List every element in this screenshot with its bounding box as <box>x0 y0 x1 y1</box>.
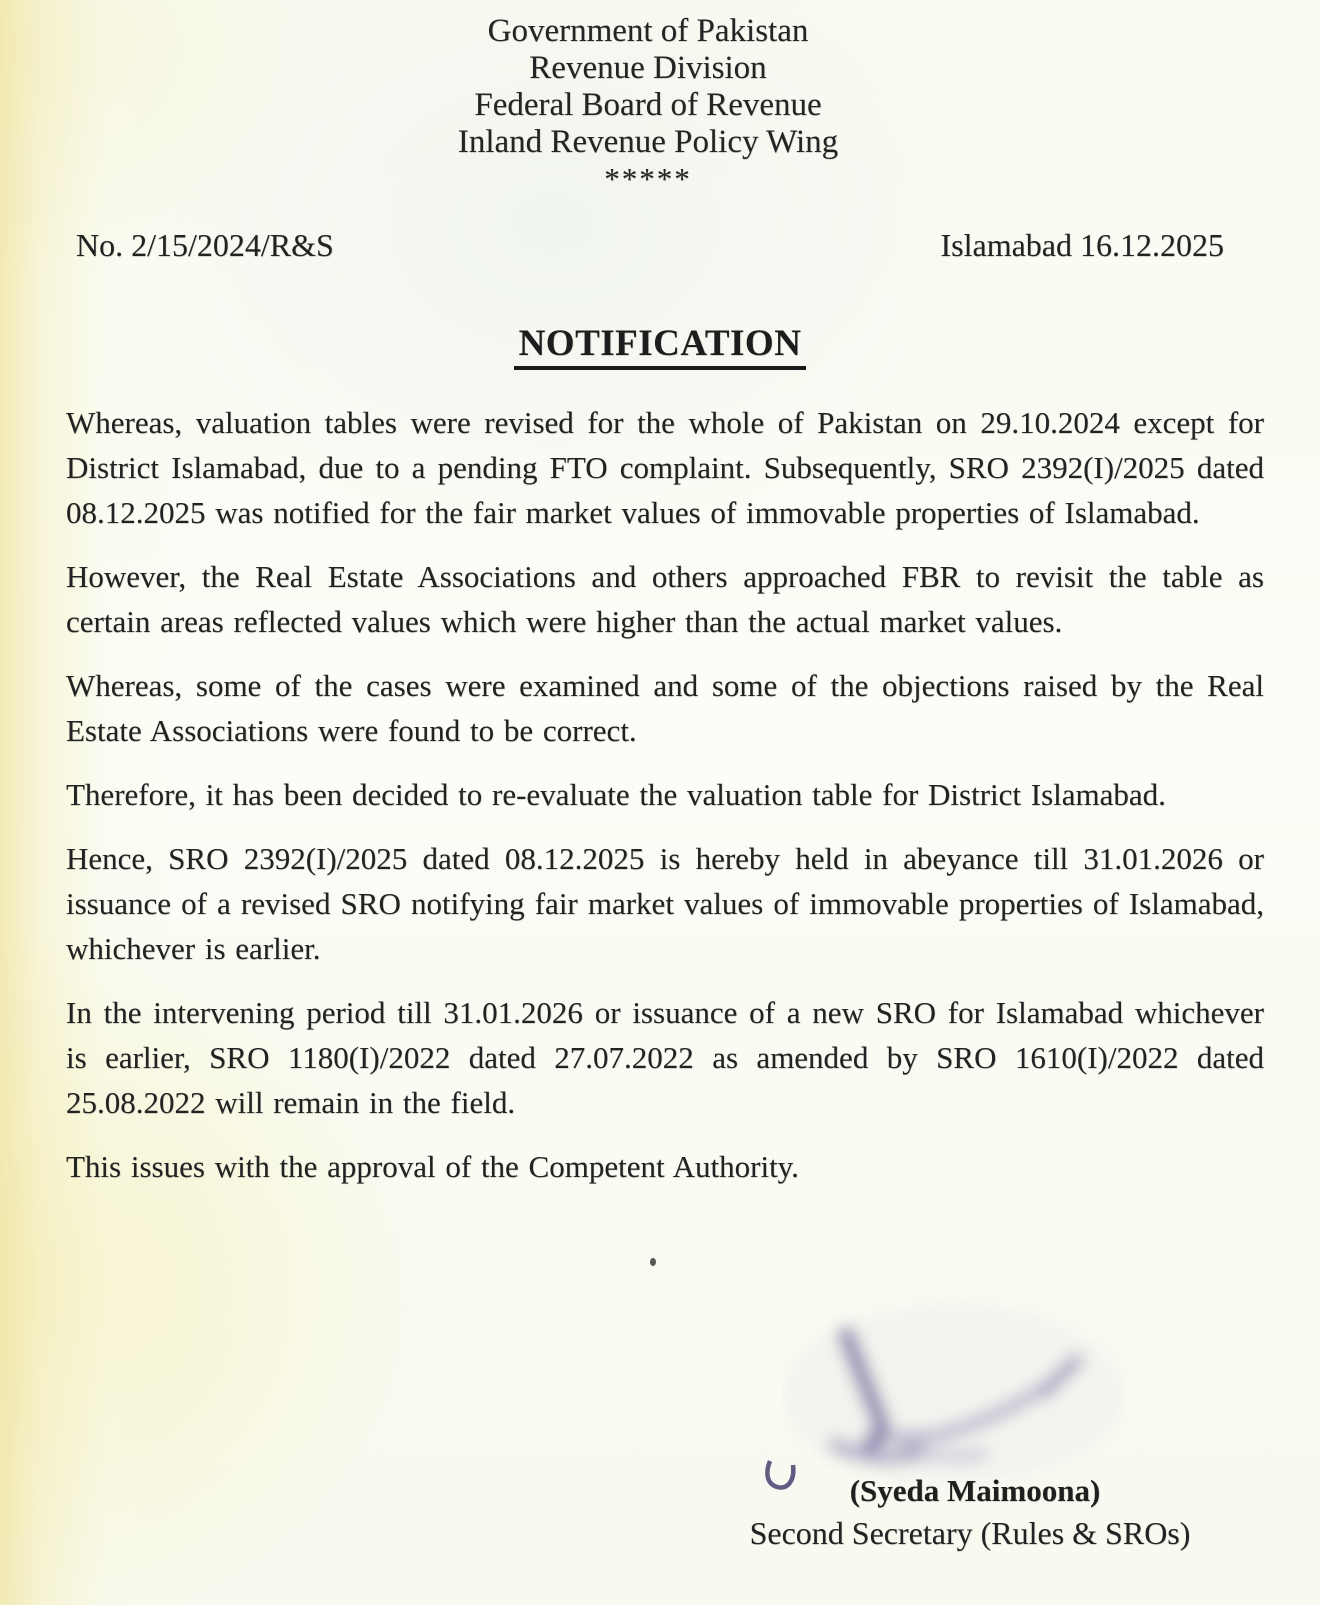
paragraph-intervening-period: In the intervening period till 31.01.2026 or issuance of a new SRO for Islamabad whichever is earlier, SRO 1180(I)/2022 dated 27.07.2022 as amended by SRO 1610(I)/2022 dated 25.08.2022 will remain in the field. <box>66 995 1264 1120</box>
blurred-signature-scribble <box>782 1297 1132 1497</box>
notification-title: NOTIFICATION <box>514 322 807 370</box>
reference-number: No. 2/15/2024/R&S <box>76 227 334 263</box>
title-wrap <box>0 322 1320 370</box>
notification-body <box>66 400 1264 1189</box>
signature-block <box>0 1285 1320 1605</box>
letterhead-line-wing: Inland Revenue Policy Wing <box>457 124 839 160</box>
letterhead-line-board: Federal Board of Revenue <box>474 87 822 123</box>
letterhead <box>0 0 1308 197</box>
paragraph-whereas-examined: Whereas, some of the cases were examined and some of the objections raised by the Real Estate Associations were found to be correct. <box>66 668 1264 748</box>
paragraph-whereas-revision: Whereas, valuation tables were revised for the whole of Pakistan on 29.10.2024 except for District Islamabad, due to a pending FTO complaint. Subsequently, SRO 2392(I)/2025 dated 08.12.2025 was notified for the fair market values of immovable properties of Islamabad. <box>66 405 1264 530</box>
reference-row <box>0 227 1320 264</box>
letterhead-separator-stars: ***** <box>604 161 692 196</box>
ink-dot-artifact <box>650 1258 656 1266</box>
place-and-date: Islamabad 16.12.2025 <box>940 227 1224 263</box>
paragraph-approval: This issues with the approval of the Competent Authority. <box>66 1149 799 1184</box>
paragraph-therefore-reevaluate: Therefore, it has been decided to re-evaluate the valuation table for District Islamabad. <box>66 777 1166 812</box>
signatory-designation: Second Secretary (Rules & SROs) <box>749 1515 1191 1551</box>
paragraph-hence-abeyance: Hence, SRO 2392(I)/2025 dated 08.12.2025 is hereby held in abeyance till 31.01.2026 or issuance of a revised SRO notifying fair market values of immovable properties of Islamabad, whichever is earlier. <box>66 841 1264 966</box>
letterhead-line-division: Revenue Division <box>529 50 767 86</box>
letterhead-line-government: Government of Pakistan <box>487 13 809 49</box>
paragraph-however-associations: However, the Real Estate Associations and others approached FBR to revisit the table as certain areas reflected values which were higher than the actual market values. <box>66 559 1264 639</box>
signatory-name: (Syeda Maimoona) <box>849 1473 1101 1508</box>
